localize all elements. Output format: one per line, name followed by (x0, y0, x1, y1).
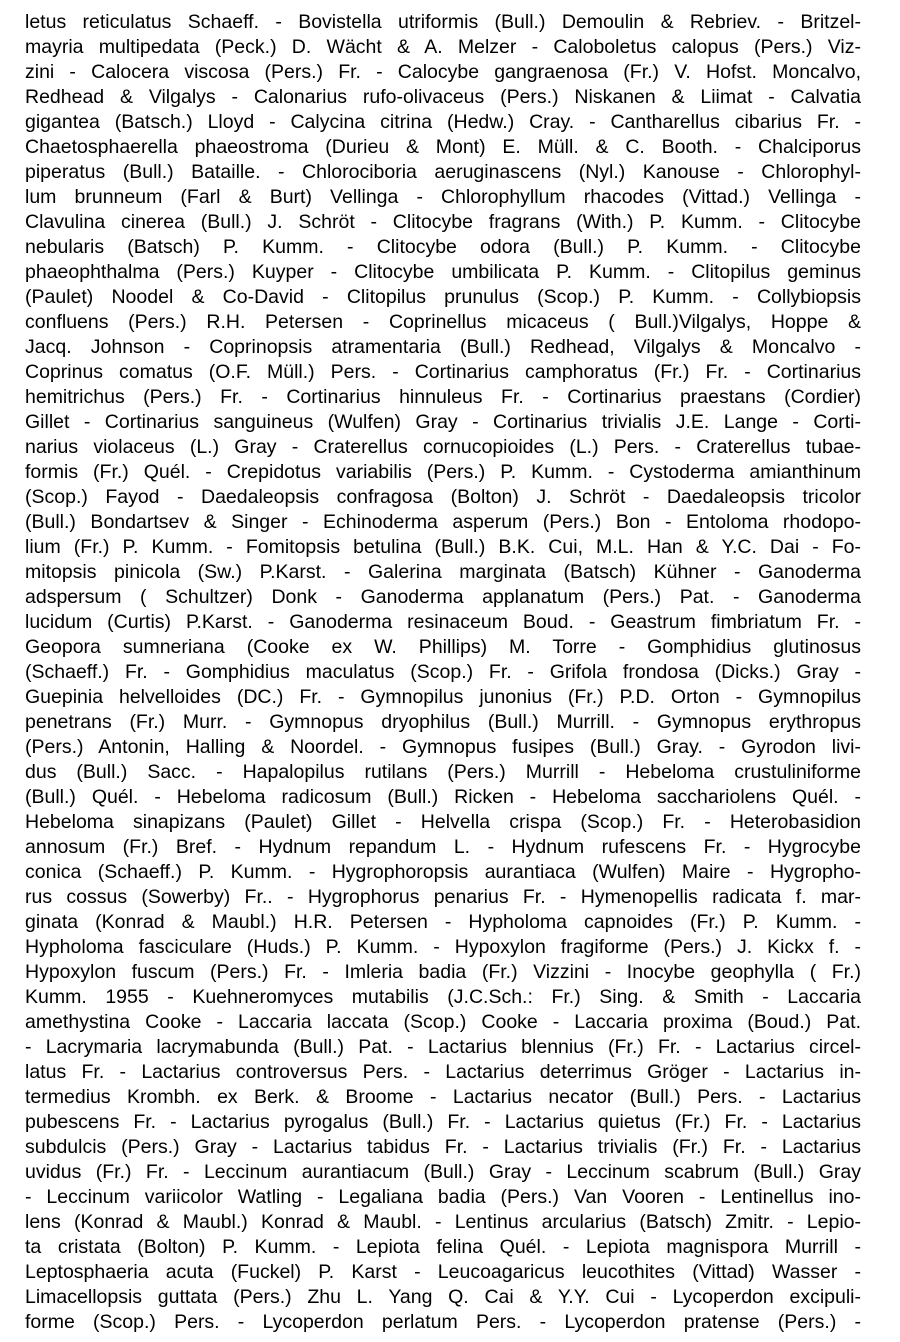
text-line: mayria multipedata (Peck.) D. Wächt & A. Melzer - Caloboletus calopus (Pers.) Viz- (25, 36, 861, 58)
text-line: Limacellopsis guttata (Pers.) Zhu L. Yang Q. Cai & Y.Y. Cui - Lycoperdon excipuli- (25, 1286, 861, 1308)
text-line: Gillet - Cortinarius sanguineus (Wulfen) Gray - Cortinarius trivialis J.E. Lange - Corti- (25, 411, 861, 433)
text-line: gigantea (Batsch.) Lloyd - Calycina citrina (Hedw.) Cray. - Cantharellus cibarius Fr. - (25, 111, 861, 133)
text-line: Leptosphaeria acuta (Fuckel) P. Karst - Leucoagaricus leucothites (Vittad) Wasser - (25, 1261, 861, 1283)
text-line: Clavulina cinerea (Bull.) J. Schröt - Clitocybe fragrans (With.) P. Kumm. - Clitocybe (25, 211, 861, 233)
text-line: forme (Scop.) Pers. - Lycoperdon perlatum Pers. - Lycoperdon pratense (Pers.) - (25, 1311, 861, 1333)
text-line: (Schaeff.) Fr. - Gomphidius maculatus (Scop.) Fr. - Grifola frondosa (Dicks.) Gray - (25, 661, 861, 683)
text-line: adspersum ( Schultzer) Donk - Ganoderma applanatum (Pers.) Pat. - Ganoderma (25, 586, 861, 608)
text-line: ta cristata (Bolton) P. Kumm. - Lepiota felina Quél. - Lepiota magnispora Murrill - (25, 1236, 861, 1258)
text-line: pubescens Fr. - Lactarius pyrogalus (Bull.) Fr. - Lactarius quietus (Fr.) Fr. - Lactarius (25, 1111, 861, 1133)
text-line: (Scop.) Fayod - Daedaleopsis confragosa (Bolton) J. Schröt - Daedaleopsis tricolor (25, 486, 861, 508)
text-line: amethystina Cooke - Laccaria laccata (Scop.) Cooke - Laccaria proxima (Boud.) Pat. (25, 1011, 861, 1033)
text-line: Hypoxylon fuscum (Pers.) Fr. - Imleria badia (Fr.) Vizzini - Inocybe geophylla ( Fr.) (25, 961, 861, 983)
text-line: piperatus (Bull.) Bataille. - Chlorociboria aeruginascens (Nyl.) Kanouse - Chlorophyl- (25, 161, 861, 183)
text-line: (Bull.) Quél. - Hebeloma radicosum (Bull.) Ricken - Hebeloma sacchariolens Quél. - (25, 786, 861, 808)
text-line: hemitrichus (Pers.) Fr. - Cortinarius hinnuleus Fr. - Cortinarius praestans (Cordier) (25, 386, 861, 408)
text-line: (Pers.) Antonin, Halling & Noordel. - Gymnopus fusipes (Bull.) Gray. - Gyrodon livi- (25, 736, 861, 758)
text-line: mitopsis pinicola (Sw.) P.Karst. - Galerina marginata (Batsch) Kühner - Ganoderma (25, 561, 861, 583)
text-line: - Leccinum variicolor Watling - Legaliana badia (Pers.) Van Vooren - Lentinellus ino- (25, 1186, 861, 1208)
text-line: Hebeloma sinapizans (Paulet) Gillet - Helvella crispa (Scop.) Fr. - Heterobasidion (25, 811, 861, 833)
species-list-paragraph (25, 0, 861, 1335)
text-line: Jacq. Johnson - Coprinopsis atramentaria (Bull.) Redhead, Vilgalys & Moncalvo - (25, 336, 861, 358)
text-line: Geopora sumneriana (Cooke ex W. Phillips) M. Torre - Gomphidius glutinosus (25, 636, 861, 658)
text-line: dus (Bull.) Sacc. - Hapalopilus rutilans (Pers.) Murrill - Hebeloma crustuliniforme (25, 761, 861, 783)
text-line: lens (Konrad & Maubl.) Konrad & Maubl. - Lentinus arcularius (Batsch) Zmitr. - Lepio- (25, 1211, 861, 1233)
text-line: rus cossus (Sowerby) Fr.. - Hygrophorus penarius Fr. - Hymenopellis radicata f. mar- (25, 886, 861, 908)
text-line: lium (Fr.) P. Kumm. - Fomitopsis betulina (Bull.) B.K. Cui, M.L. Han & Y.C. Dai - Fo- (25, 536, 861, 558)
text-line: formis (Fr.) Quél. - Crepidotus variabilis (Pers.) P. Kumm. - Cystoderma amianthinum (25, 461, 861, 483)
text-line: Coprinus comatus (O.F. Müll.) Pers. - Cortinarius camphoratus (Fr.) Fr. - Cortinarius (25, 361, 861, 383)
text-line: termedius Krombh. ex Berk. & Broome - Lactarius necator (Bull.) Pers. - Lactarius (25, 1086, 861, 1108)
text-line: confluens (Pers.) R.H. Petersen - Coprinellus micaceus ( Bull.)Vilgalys, Hoppe & (25, 311, 861, 333)
text-line: (Paulet) Noodel & Co-David - Clitopilus prunulus (Scop.) P. Kumm. - Collybiopsis (25, 286, 861, 308)
text-line: phaeophthalma (Pers.) Kuyper - Clitocybe umbilicata P. Kumm. - Clitopilus geminus (25, 261, 861, 283)
text-line: nebularis (Batsch) P. Kumm. - Clitocybe odora (Bull.) P. Kumm. - Clitocybe (25, 236, 861, 258)
text-line: Hypholoma fasciculare (Huds.) P. Kumm. - Hypoxylon fragiforme (Pers.) J. Kickx f. - (25, 936, 861, 958)
text-line: Kumm. 1955 - Kuehneromyces mutabilis (J.C.Sch.: Fr.) Sing. & Smith - Laccaria (25, 986, 861, 1008)
text-line: Chaetosphaerella phaeostroma (Durieu & Mont) E. Müll. & C. Booth. - Chalciporus (25, 136, 861, 158)
text-line: ginata (Konrad & Maubl.) H.R. Petersen - Hypholoma capnoides (Fr.) P. Kumm. - (25, 911, 861, 933)
text-line: latus Fr. - Lactarius controversus Pers. - Lactarius deterrimus Gröger - Lactarius in- (25, 1061, 861, 1083)
text-line: subdulcis (Pers.) Gray - Lactarius tabidus Fr. - Lactarius trivialis (Fr.) Fr. - Lactarius (25, 1136, 861, 1158)
text-line: Guepinia helvelloides (DC.) Fr. - Gymnopilus junonius (Fr.) P.D. Orton - Gymnopilus (25, 686, 861, 708)
text-line: lum brunneum (Farl & Burt) Vellinga - Chlorophyllum rhacodes (Vittad.) Vellinga - (25, 186, 861, 208)
text-line: - Lacrymaria lacrymabunda (Bull.) Pat. - Lactarius blennius (Fr.) Fr. - Lactarius circel- (25, 1036, 861, 1058)
text-line: conica (Schaeff.) P. Kumm. - Hygrophoropsis aurantiaca (Wulfen) Maire - Hygropho- (25, 861, 861, 883)
text-line: zini - Calocera viscosa (Pers.) Fr. - Calocybe gangraenosa (Fr.) V. Hofst. Moncalvo, (25, 61, 861, 83)
text-line: annosum (Fr.) Bref. - Hydnum repandum L. - Hydnum rufescens Fr. - Hygrocybe (25, 836, 861, 858)
text-line: penetrans (Fr.) Murr. - Gymnopus dryophilus (Bull.) Murrill. - Gymnopus erythropus (25, 711, 861, 733)
text-line: narius violaceus (L.) Gray - Craterellus cornucopioides (L.) Pers. - Craterellus tubae- (25, 436, 861, 458)
text-line: (Bull.) Bondartsev & Singer - Echinoderma asperum (Pers.) Bon - Entoloma rhodopo- (25, 511, 861, 533)
text-line: lucidum (Curtis) P.Karst. - Ganoderma resinaceum Boud. - Geastrum fimbriatum Fr. - (25, 611, 861, 633)
text-line: letus reticulatus Schaeff. - Bovistella utriformis (Bull.) Demoulin & Rebriev. - Britzel- (25, 11, 861, 33)
text-line: Redhead & Vilgalys - Calonarius rufo-olivaceus (Pers.) Niskanen & Liimat - Calvatia (25, 86, 861, 108)
text-line: uvidus (Fr.) Fr. - Leccinum aurantiacum (Bull.) Gray - Leccinum scabrum (Bull.) Gray (25, 1161, 861, 1183)
